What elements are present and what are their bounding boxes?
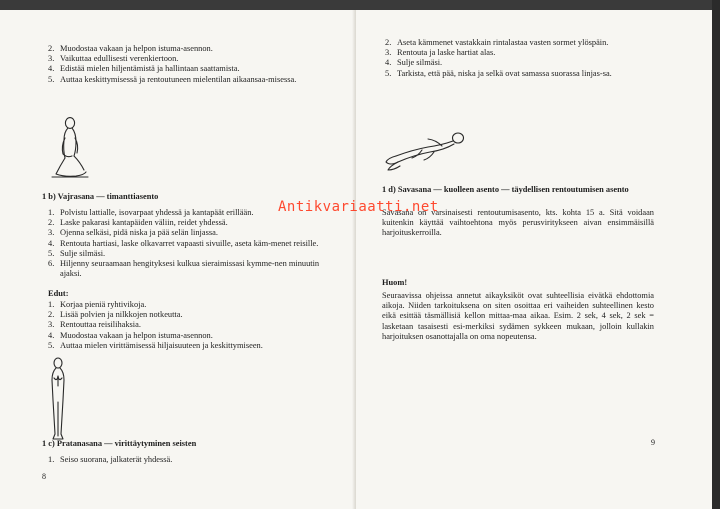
list-item: 2. Lisää polvien ja nilkkojen notkeutta.	[48, 310, 183, 320]
list-item: 1. Seiso suorana, jalkaterät yhdessä.	[48, 455, 173, 464]
watermark-text: Antikvariaatti.net	[278, 199, 439, 215]
list-item: 4. Muodostaa vakaan ja helpon istuma-asennon.	[48, 330, 213, 340]
list-item: 3. Rentouta ja laske hartiat alas.	[385, 48, 496, 58]
vajrasana-heading: 1 b) Vajrasana — timanttiasento	[42, 192, 159, 201]
list-item: 1. Polvistu lattialle, isovarpaat yhdessä ja kantapäät erillään.	[48, 208, 254, 217]
list-item: 4. Rentouta hartiasi, laske olkavarret vapaasti sivuille, aseta käm-menet reisille.	[48, 238, 319, 248]
lying-figure-icon	[382, 126, 470, 172]
list-item: 5. Tarkista, että pää, niska ja selkä ovat samassa suorassa linjas-sa.	[385, 68, 612, 78]
vajrasana-steps	[48, 208, 326, 279]
top-shadow-band	[0, 0, 720, 10]
list-item: 3. Vaikuttaa edullisesti verenkiertoon.	[48, 54, 179, 64]
list-item: 4. Sulje silmäsi.	[385, 58, 443, 68]
list-item: 3. Rentouttaa reisilihaksia.	[48, 320, 141, 330]
list-item: 5. Auttaa mielen virittämisessä hiljaisuuteen ja keskittymiseen.	[48, 340, 263, 350]
kneeling-figure-icon	[46, 114, 90, 182]
list-item: 4. Edistää mielen hiljentämistä ja hallintaan saattamista.	[48, 64, 240, 74]
benefits-list	[48, 300, 326, 351]
huom-paragraph: Seuraavissa ohjeissa annetut aikayksiköt ovat suhteellisia eivätkä ehdottomia aikoja. Niiden tarkoituksena on siten osoittaa eri vaiheiden suhteellinen kesto eikä esittää täsmällisiä kellon mittaa-maa aikaa. Esim. 2 sek, 4 sek, 2 sek = lasketaan tasaisesti esi-merkiksi sydämen sykkeen mukaan, jolloin kullakin harjoituksen osanottajalla on oma nopeutensa.	[382, 291, 654, 341]
benefits-heading: Edut:	[48, 289, 69, 298]
page-number-left: 8	[42, 472, 46, 481]
huom-heading: Huom!	[382, 278, 408, 287]
list-item: 2. Laske pakarasi kantapäiden väliin, reidet yhdessä.	[48, 218, 228, 228]
list-item: 3. Ojenna selkäsi, pidä niska ja pää selän linjassa.	[48, 228, 218, 238]
right-page	[356, 10, 712, 509]
page-number-right: 9	[651, 438, 655, 447]
list-item: 1. Korjaa pieniä ryhtivikoja.	[48, 300, 147, 309]
savasana-paragraph: Savasana on varsinaisesti rentoutumisasento, kts. kohta 15 a. Sitä voidaan kuitenkin käyttää vaihtoehtona myös perusviritykseen aivan ensimmäisillä harjoituskerroilla.	[382, 208, 654, 238]
pratanasana-steps	[48, 455, 326, 465]
left-page	[0, 10, 356, 509]
list-item: 2. Aseta kämmenet vastakkain rintalastaa vasten sormet ylöspäin.	[385, 38, 609, 47]
intro-list	[48, 44, 326, 85]
savasana-heading: 1 d) Savasana — kuolleen asento — täydellisen rentoutumisen asento	[382, 185, 629, 194]
standing-prayer-figure-icon	[46, 356, 70, 442]
list-item: 6. Hiljenny seuraamaan hengityksesi kulkua sieraimissasi kymme-nen minuutin ajaksi.	[48, 259, 320, 279]
pratanasana-heading: 1 c) Pratanasana — virittäytyminen seisten	[42, 439, 197, 448]
list-item: 5. Auttaa keskittymisessä ja rentoutuneen mielentilan aikaansaa-misessa.	[48, 74, 297, 84]
right-shadow-band	[712, 0, 720, 509]
list-item: 5. Sulje silmäsi.	[48, 248, 106, 258]
list-item: 2. Muodostaa vakaan ja helpon istuma-asennon.	[48, 44, 213, 53]
right-top-list	[385, 38, 653, 79]
